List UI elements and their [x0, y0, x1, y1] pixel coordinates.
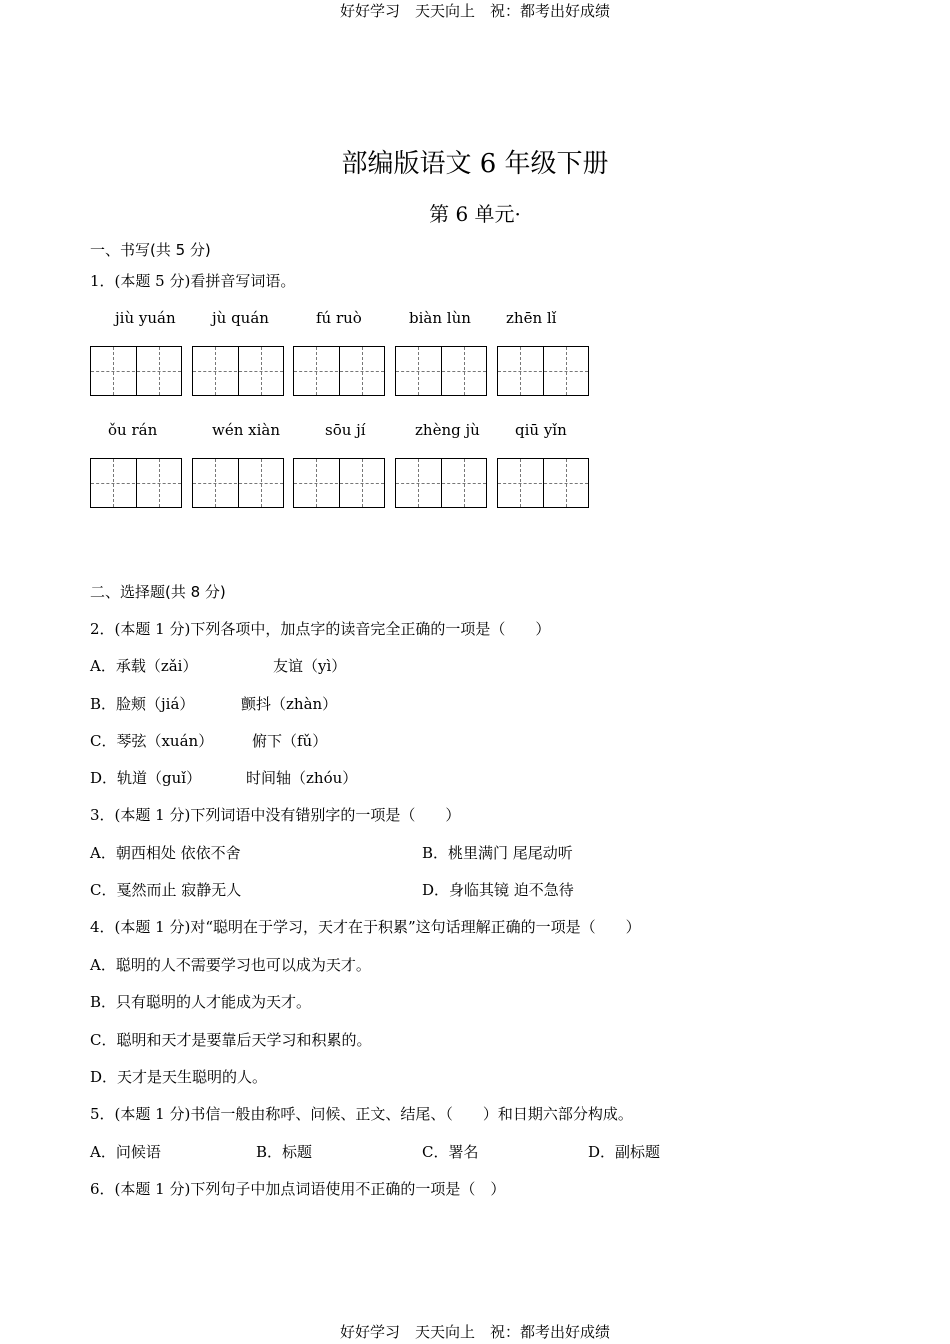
option-d[interactable]: D．天才是天生聪明的人。	[90, 1068, 268, 1086]
pinyin-label: qiū yǐn	[515, 421, 567, 439]
writing-grid-box[interactable]	[90, 346, 182, 396]
section-heading-choice: 二、选择题(共 8 分)	[90, 583, 226, 601]
writing-grid-box[interactable]	[90, 458, 182, 508]
question-3-stem: 3．(本题 1 分)下列词语中没有错别字的一项是（ ）	[90, 806, 461, 824]
option-d[interactable]: D．轨道（guǐ）	[90, 769, 202, 787]
question-6-stem: 6．(本题 1 分)下列句子中加点词语使用不正确的一项是（ ）	[90, 1180, 506, 1198]
option-c-second: 俯下（fǔ）	[252, 732, 328, 750]
question-2-stem: 2．(本题 1 分)下列各项中，加点字的读音完全正确的一项是（ ）	[90, 620, 551, 638]
option-d[interactable]: D．身临其镜 迫不急待	[422, 881, 574, 899]
option-a[interactable]: A．朝西相处 依依不舍	[90, 844, 241, 862]
option-c[interactable]: C．署名	[422, 1143, 479, 1161]
option-c[interactable]: C．聪明和天才是要靠后天学习和积累的。	[90, 1031, 372, 1049]
pinyin-label: sōu jí	[325, 421, 366, 439]
option-c[interactable]: C．戛然而止 寂静无人	[90, 881, 242, 899]
writing-grid-box[interactable]	[192, 346, 284, 396]
pinyin-label: jiù yuán	[115, 309, 176, 327]
option-d-second: 时间轴（zhóu）	[246, 769, 358, 787]
writing-grid-box[interactable]	[293, 346, 385, 396]
pinyin-label: zhèng jù	[415, 421, 480, 439]
pinyin-label: ǒu rán	[108, 421, 158, 439]
page-header: 好好学习 天天向上 祝：都考出好成绩	[339, 2, 610, 20]
pinyin-label: jù quán	[212, 309, 269, 327]
option-c[interactable]: C．琴弦（xuán）	[90, 732, 214, 750]
option-a-second: 友谊（yì）	[273, 657, 347, 675]
option-b-second: 颤抖（zhàn）	[241, 695, 338, 713]
writing-grid-box[interactable]	[497, 346, 589, 396]
option-b[interactable]: B．桃里满门 尾尾动听	[422, 844, 573, 862]
option-b[interactable]: B．标题	[256, 1143, 313, 1161]
option-a[interactable]: A．承载（zǎi）	[90, 657, 198, 675]
option-a[interactable]: A．问候语	[90, 1143, 161, 1161]
option-b[interactable]: B．脸颊（jiá）	[90, 695, 195, 713]
question-4-stem: 4．(本题 1 分)对“聪明在于学习，天才在于积累”这句话理解正确的一项是（ ）	[90, 918, 641, 936]
unit-subtitle: 第 6 单元·	[429, 202, 521, 226]
pinyin-label: zhēn lǐ	[506, 309, 557, 327]
section-heading-writing: 一、书写(共 5 分)	[90, 241, 211, 259]
pinyin-label: biàn lùn	[409, 309, 471, 327]
writing-grid-box[interactable]	[192, 458, 284, 508]
option-a[interactable]: A．聪明的人不需要学习也可以成为天才。	[90, 956, 371, 974]
option-b[interactable]: B．只有聪明的人才能成为天才。	[90, 993, 312, 1011]
writing-grid-box[interactable]	[395, 458, 487, 508]
writing-grid-box[interactable]	[293, 458, 385, 508]
writing-grid-box[interactable]	[395, 346, 487, 396]
question-1-stem: 1．(本题 5 分)看拼音写词语。	[90, 272, 296, 290]
document-title: 部编版语文 6 年级下册	[341, 149, 609, 179]
option-d[interactable]: D．副标题	[588, 1143, 661, 1161]
pinyin-label: fú ruò	[316, 309, 362, 327]
pinyin-label: wén xiàn	[212, 421, 281, 439]
page-footer: 好好学习 天天向上 祝：都考出好成绩	[339, 1323, 610, 1341]
writing-grid-box[interactable]	[497, 458, 589, 508]
question-5-stem: 5．(本题 1 分)书信一般由称呼、问候、正文、结尾、（ ）和日期六部分构成。	[90, 1105, 633, 1123]
